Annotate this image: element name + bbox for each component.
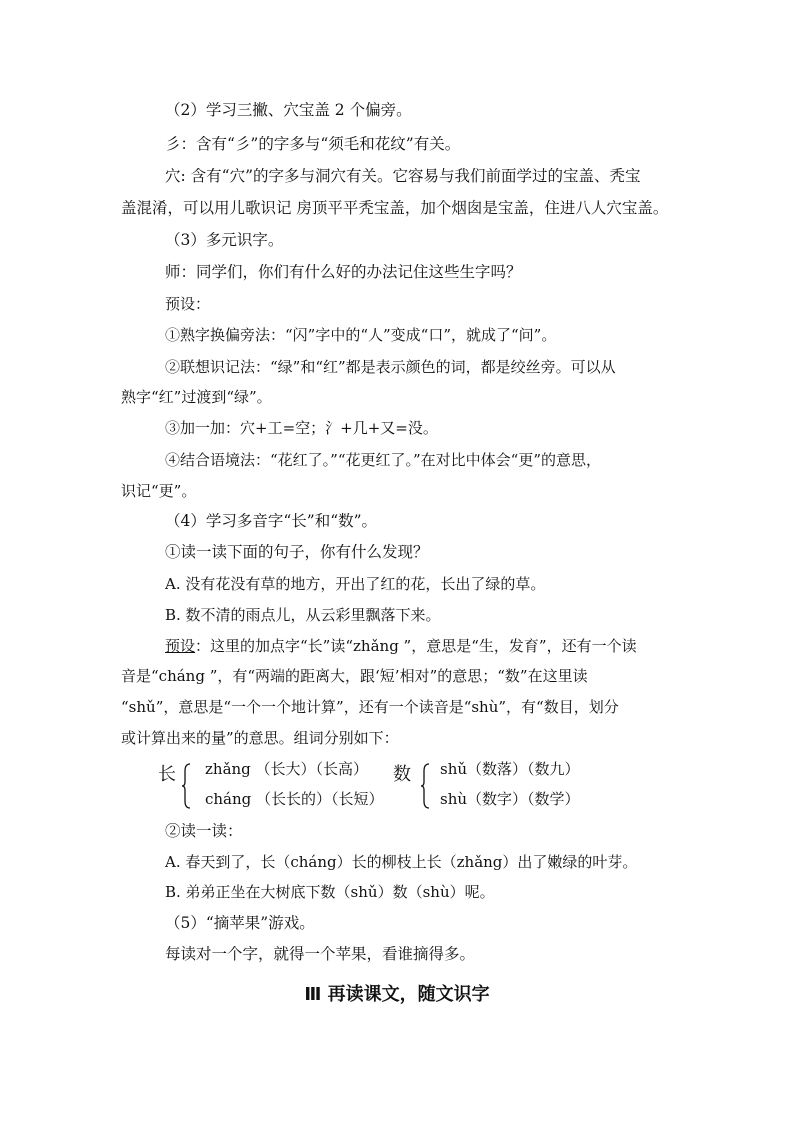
method-2: ②联想识记法：“绿”和“红”都是表示颜色的词，都是绞丝旁。可以从 <box>165 358 616 376</box>
method-4-cont: 识记“更”。 <box>121 482 197 500</box>
section-heading: Ⅲ 再读课文，随文识字 <box>304 984 490 1005</box>
read-question-2: ②读一读： <box>165 822 243 840</box>
left-brace-icon <box>420 763 430 809</box>
game-description: 每读对一个字，就得一个苹果，看谁摘得多。 <box>165 945 476 963</box>
method-4: ④结合语境法：“花红了。”“花更红了。”在对比中体会“更”的意思， <box>165 451 602 469</box>
section5-title: （5）“摘苹果”游戏。 <box>165 914 315 932</box>
preset-text-c: “shǔ”，意思是“一个一个地计算”，还有一个读音是“shù”，有“数目，划分 <box>121 698 619 716</box>
read-sentence-a: A. 春天到了，长（cháng）长的柳枝上长（zhǎng）出了嫩绿的叶芽。 <box>165 853 638 871</box>
preset-text-d: 或计算出来的量”的意思。组词分别如下： <box>121 729 399 747</box>
chang-row-2: cháng （长长的）（长短） <box>205 790 384 808</box>
read-sentence-b: B. 弟弟正坐在大树底下数（shǔ）数（shù）呢。 <box>165 883 495 901</box>
shu-row-1: shǔ（数落）（数九） <box>440 760 580 778</box>
method-2-cont: 熟字“红”过渡到“绿”。 <box>121 388 272 406</box>
radical-shan-note: 彡：含有“彡”的字多与“须毛和花纹”有关。 <box>165 135 461 153</box>
sentence-a: A. 没有花没有草的地方，开出了红的花，长出了绿的草。 <box>165 575 546 593</box>
radical-xue-note-cont: 盖混淆，可以用儿歌识记 房顶平平秃宝盖，加个烟囱是宝盖，住进八人穴宝盖。 <box>121 199 669 217</box>
preset-text-a: ：这里的加点字“长”读“zhǎng ”，意思是“生，发育”，还有一个读 <box>195 637 637 655</box>
section3-title: （3）多元识字。 <box>165 231 284 249</box>
radical-xue-note: 穴: 含有“穴”的字多与洞穴有关。它容易与我们前面学过的宝盖、秃宝 <box>165 167 641 185</box>
left-brace-icon <box>181 763 191 809</box>
preset-label: 预设： <box>165 295 211 313</box>
shu-row-2: shù（数字）（数学） <box>440 790 580 808</box>
preset-text-b: 音是“cháng ”，有“两端的距离大，跟‘短’相对”的意思；“数”在这里读 <box>121 667 588 685</box>
char-chang: 长 <box>158 764 176 785</box>
chang-row-1: zhǎng （长大）（长高） <box>205 760 369 778</box>
teacher-question: 师：同学们，你们有什么好的办法记住这些生字吗？ <box>165 263 522 281</box>
preset-explanation <box>165 636 637 656</box>
char-shu: 数 <box>393 764 411 785</box>
method-1: ①熟字换偏旁法：“闪”字中的“人”变成“口”，就成了“问”。 <box>165 326 557 344</box>
section4-title: （4）学习多音字“长”和“数”。 <box>165 512 378 530</box>
preset-underlined: 预设 <box>165 637 196 655</box>
read-question-1: ①读一读下面的句子，你有什么发现？ <box>165 543 429 561</box>
method-3: ③加一加：穴+工=空；氵+几+又=没。 <box>165 419 438 437</box>
section2-title: （2）学习三撇、穴宝盖 2 个偏旁。 <box>165 101 412 119</box>
sentence-b: B. 数不清的雨点儿，从云彩里飘落下来。 <box>165 606 441 624</box>
